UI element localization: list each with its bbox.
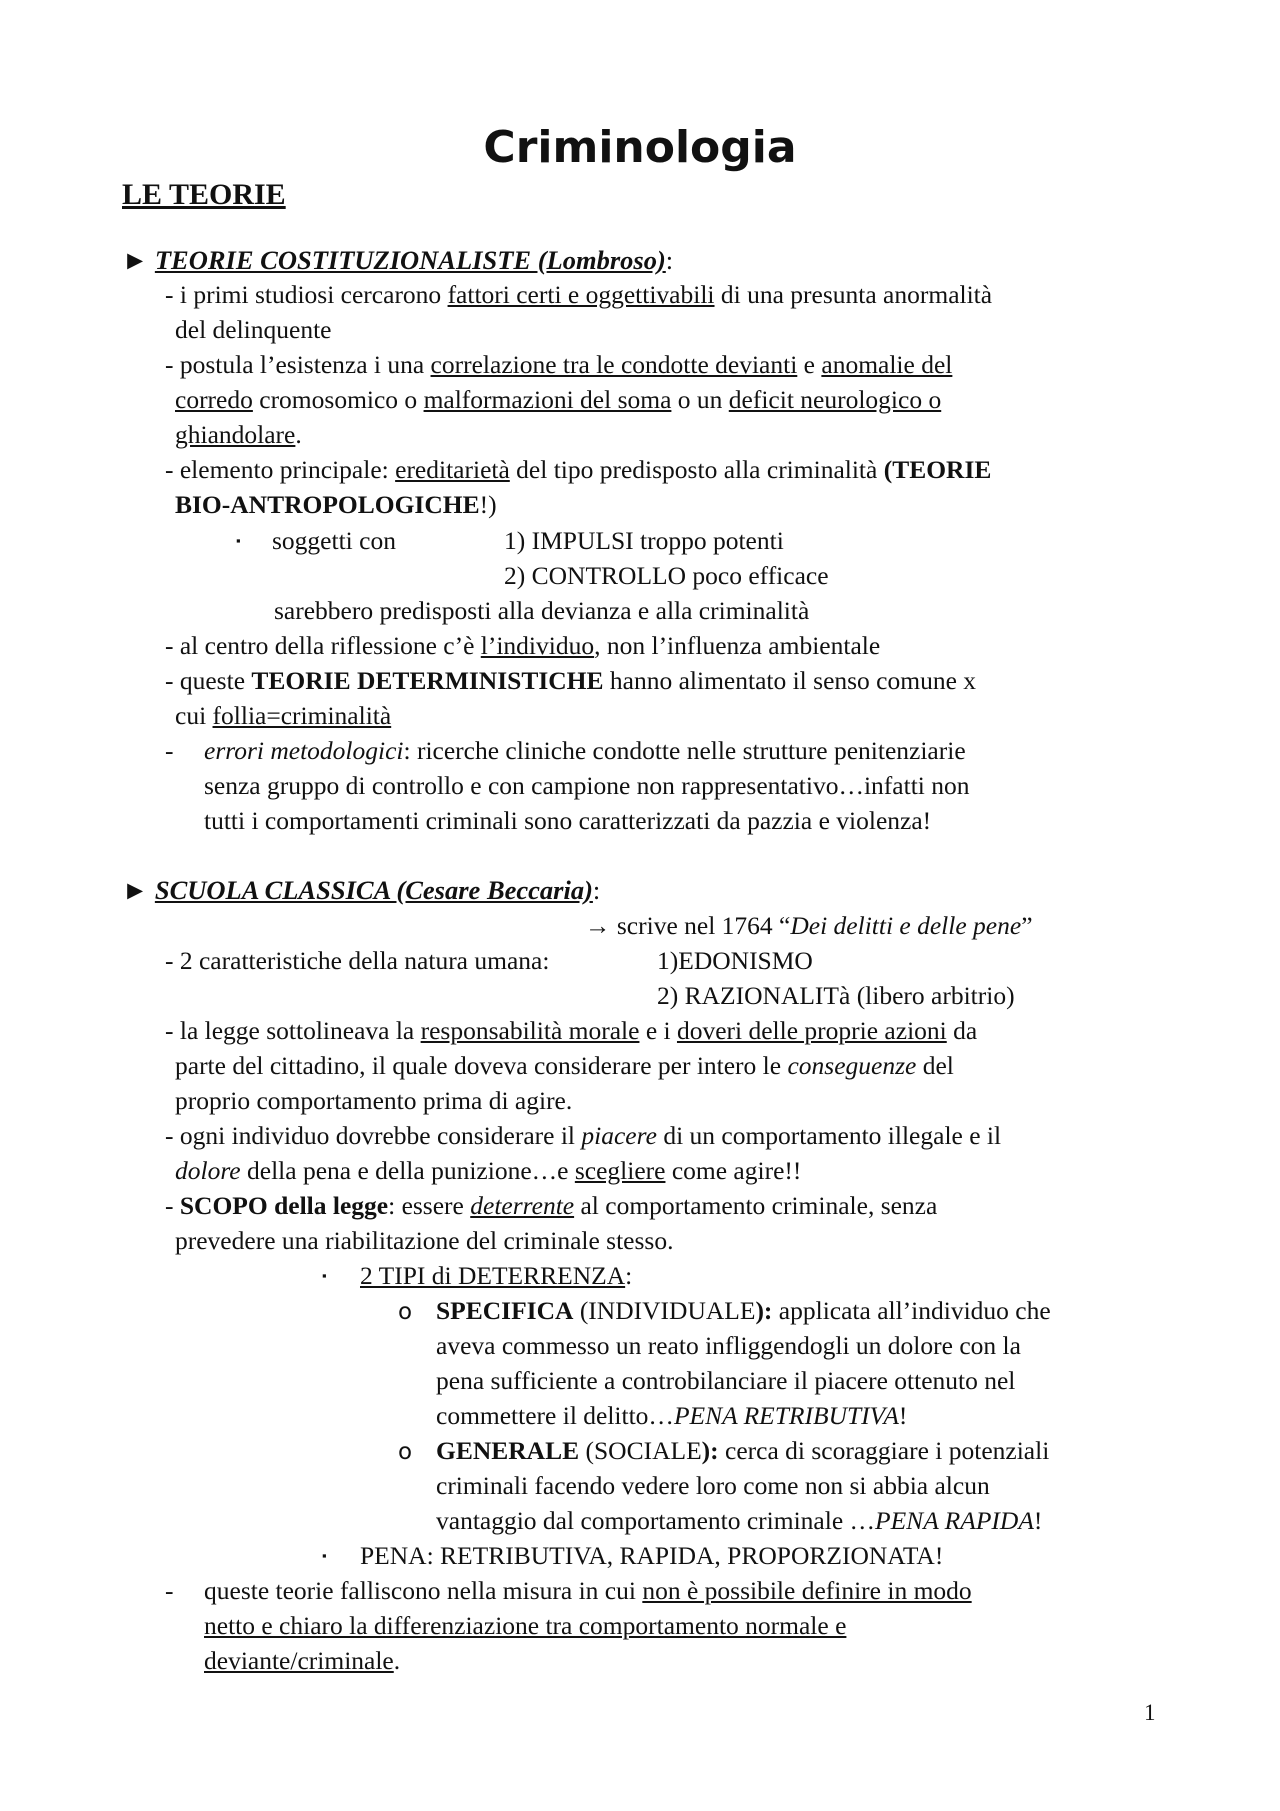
pointer-arrow-icon: ► bbox=[122, 875, 149, 905]
s2-final-line-2: netto e chiaro la differenziazione tra comportamento normale e bbox=[204, 1611, 847, 1640]
deterrence-general-line-2: criminali facendo vedere loro come non si abbia alcun bbox=[436, 1471, 990, 1500]
s2-line-2: - la legge sottolineava la responsabilità morale e i doveri delle proprie azioni da bbox=[165, 1016, 978, 1045]
s1-line-9: - queste TEORIE DETERMINISTICHE hanno alimentato il senso comune x bbox=[165, 666, 977, 695]
section2-heading: ► SCUOLA CLASSICA (Cesare Beccaria): bbox=[122, 875, 601, 905]
deterrence-general: GENERALE (SOCIALE): cerca di scoraggiare i potenziali bbox=[436, 1436, 1050, 1465]
s2-line-1: - 2 caratteristiche della natura umana: bbox=[165, 946, 550, 975]
s1-sub-item-1: 1) IMPULSI troppo potenti bbox=[504, 526, 784, 555]
s2-final-dash: - bbox=[165, 1576, 174, 1605]
s1-line-6: - elemento principale: ereditarietà del tipo predisposto alla criminalità (TEORIE bbox=[165, 455, 992, 484]
s1-line-7: BIO-ANTROPOLOGICHE!) bbox=[175, 490, 497, 519]
s1-line-1: - i primi studiosi cercarono fattori certi e oggettivabili di una presunta anormalità bbox=[165, 280, 993, 309]
section1-heading: ► TEORIE COSTITUZIONALISTE (Lombroso): bbox=[122, 245, 674, 275]
s2-note: → scrive nel 1764 “Dei delitti e delle pene” bbox=[585, 911, 1033, 940]
pena-summary: PENA: RETRIBUTIVA, RAPIDA, PROPORZIONATA! bbox=[360, 1541, 944, 1570]
deterrence-specific-line-2: aveva commesso un reato infliggendogli un dolore con la bbox=[436, 1331, 1021, 1360]
s2-final-line-1: queste teorie falliscono nella misura in cui non è possibile definire in modo bbox=[204, 1576, 972, 1605]
s2-final-line-3: deviante/criminale. bbox=[204, 1646, 401, 1675]
s2-line-5: - ogni individuo dovrebbe considerare il piacere di un comportamento illegale e il bbox=[165, 1121, 1002, 1150]
s1-line-4: corredo cromosomico o malformazioni del soma o un deficit neurologico o bbox=[175, 385, 942, 414]
s1-line-12: senza gruppo di controllo e con campione non rappresentativo…infatti non bbox=[204, 771, 970, 800]
circle-bullet-icon: o bbox=[398, 1299, 413, 1325]
s1-sub-label: soggetti con bbox=[272, 526, 396, 555]
square-bullet-icon: ▪ bbox=[236, 533, 241, 548]
s1-line-3: - postula l’esistenza i una correlazione tra le condotte devianti e anomalie del bbox=[165, 350, 953, 379]
square-bullet-icon: ▪ bbox=[322, 1548, 327, 1563]
s2-line-8: prevedere una riabilitazione del criminale stesso. bbox=[175, 1226, 674, 1255]
square-bullet-icon: ▪ bbox=[322, 1268, 327, 1283]
section-title: LE TEORIE bbox=[122, 178, 286, 211]
s2-char-2: 2) RAZIONALITà (libero arbitrio) bbox=[657, 981, 1015, 1010]
s2-char-1: 1)EDONISMO bbox=[657, 946, 813, 975]
s2-line-7: - SCOPO della legge: essere deterrente al comportamento criminale, senza bbox=[165, 1191, 938, 1220]
section1-heading-text: TEORIE COSTITUZIONALISTE (Lombroso) bbox=[154, 245, 666, 275]
s1-line-10: cui follia=criminalità bbox=[175, 701, 392, 730]
s1-line-2: del delinquente bbox=[175, 315, 332, 344]
s1-line-13: tutti i comportamenti criminali sono caratterizzati da pazzia e violenza! bbox=[204, 806, 932, 835]
s1-line-8: - al centro della riflessione c’è l’individuo, non l’influenza ambientale bbox=[165, 631, 881, 660]
s1-sub-item-3: sarebbero predisposti alla devianza e alla criminalità bbox=[274, 596, 810, 625]
deterrence-general-line-3: vantaggio dal comportamento criminale …PENA RAPIDA! bbox=[436, 1506, 1043, 1535]
section2-heading-text: SCUOLA CLASSICA (Cesare Beccaria) bbox=[154, 875, 593, 905]
s2-line-3: parte del cittadino, il quale doveva considerare per intero le conseguenze del bbox=[175, 1051, 954, 1080]
deterrence-specific: SPECIFICA (INDIVIDUALE): applicata all’individuo che bbox=[436, 1296, 1051, 1325]
page-number: 1 bbox=[1144, 1700, 1156, 1725]
s1-line-11: errori metodologici: ricerche cliniche condotte nelle strutture penitenziarie bbox=[204, 736, 966, 765]
deterrence-heading: 2 TIPI di DETERRENZA: bbox=[360, 1261, 633, 1290]
s2-line-4: proprio comportamento prima di agire. bbox=[175, 1086, 573, 1115]
deterrence-specific-line-3: pena sufficiente a controbilanciare il piacere ottenuto nel bbox=[436, 1366, 1016, 1395]
document-title: Criminologia bbox=[483, 122, 797, 173]
deterrence-specific-line-4: commettere il delitto…PENA RETRIBUTIVA! bbox=[436, 1401, 908, 1430]
s1-line-5: ghiandolare. bbox=[175, 420, 302, 449]
circle-bullet-icon: o bbox=[398, 1439, 413, 1465]
s1-dash: - bbox=[165, 736, 174, 765]
pointer-arrow-icon: ► bbox=[122, 245, 149, 275]
s1-sub-item-2: 2) CONTROLLO poco efficace bbox=[504, 561, 829, 590]
s2-line-6: dolore della pena e della punizione…e scegliere come agire!! bbox=[175, 1156, 802, 1185]
